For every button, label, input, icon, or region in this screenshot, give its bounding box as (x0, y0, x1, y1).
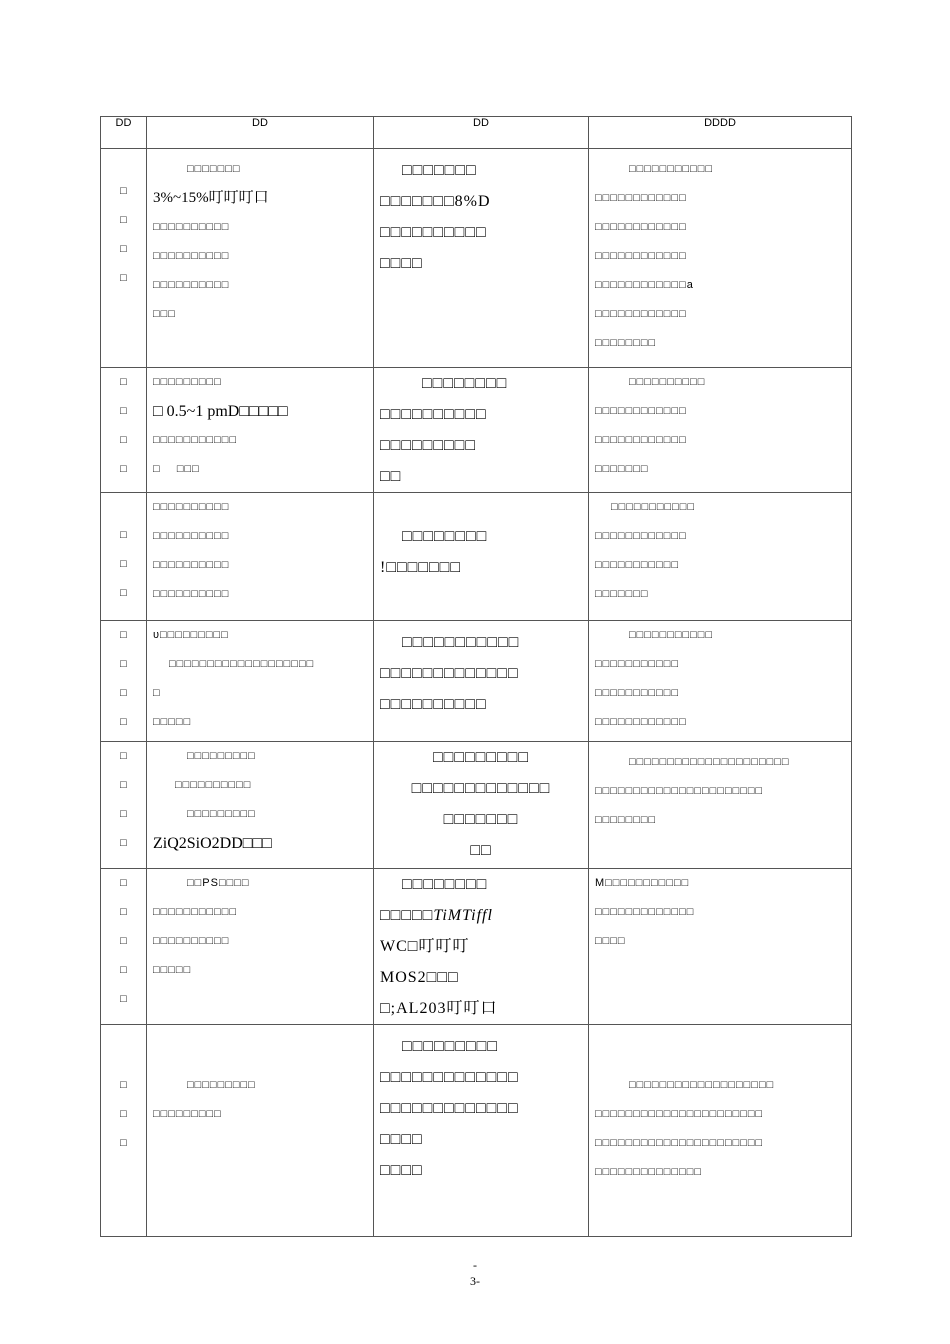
cell-text: □□□□□□□□□□□ (595, 559, 680, 571)
cell-text: □□□□□□□□□ (402, 1038, 498, 1055)
cell-text: □□□□□□□□ (595, 337, 657, 349)
cell-text: ZiQ2SiO2DD□□□ (153, 835, 272, 852)
table-row (101, 493, 852, 621)
description-cell (147, 1025, 374, 1237)
row-label-cell (101, 493, 147, 621)
page-number: 3- (470, 1274, 480, 1288)
cell-text: □□□□ (380, 1131, 423, 1148)
cell-text: □□□□□□□□□ (153, 1108, 222, 1120)
cell-text: □ (120, 687, 127, 699)
description-cell (147, 742, 374, 869)
cell-text: □□□□ (380, 1162, 423, 1179)
cell-text: □□□□□□□□□□□□ (595, 530, 687, 542)
cell-text: □ (120, 808, 127, 820)
cell-text: □□□□□□□□□□ (153, 530, 230, 542)
header-cell: DDDD (589, 117, 852, 149)
cell-text: □□□□□□□□□□□□□ (411, 780, 551, 797)
row-label-cell (101, 869, 147, 1025)
description-cell (147, 368, 374, 493)
description-cell (147, 869, 374, 1025)
cell-text: □□□□□□□□ (402, 528, 488, 545)
cell-text: □□□□□□□□□□□□ (595, 250, 687, 262)
cell-text: □□□□□□□□□□□ (402, 634, 520, 651)
cell-text: M□□□□□□□□□□□ (595, 877, 690, 889)
cell-text: □ □□□ (153, 463, 200, 475)
description-cell (589, 869, 852, 1025)
cell-text: □□□□□□□□□□ (153, 588, 230, 600)
cell-text: □□□□□□□□ (422, 375, 508, 392)
cell-text: □□□□□□□□□ (187, 750, 256, 762)
cell-text: □ (120, 587, 127, 599)
description-cell (374, 493, 589, 621)
description-cell (374, 869, 589, 1025)
cell-text: □ (120, 964, 127, 976)
cell-text: □□□□□□□□□□ (153, 221, 230, 233)
cell-text: □□ (380, 468, 402, 485)
footer-dash: - (473, 1258, 477, 1272)
description-cell (589, 621, 852, 742)
cell-text: □□□□□□□□□□□□□ (380, 1069, 519, 1086)
cell-text: □ (120, 993, 127, 1005)
cell-text: □□□□□□□□□□□□ (595, 405, 687, 417)
cell-text: □□□□□TiMTiffl (380, 907, 493, 924)
cell-text: □□□□□□□ (595, 463, 649, 475)
cell-text: □□□□□□□□□□□□a (595, 279, 694, 291)
cell-text: □□□□□□□□□□ (153, 250, 230, 262)
cell-text: □□□□□□□□□□□ (153, 906, 238, 918)
cell-text: □□□□□□□ (443, 811, 519, 828)
cell-text: □ (120, 272, 127, 284)
description-cell (374, 742, 589, 869)
cell-text: □□□□□□□□□□ (153, 559, 230, 571)
description-cell (374, 368, 589, 493)
table-row (101, 149, 852, 368)
cell-text: □ (120, 558, 127, 570)
cell-text: □□□□□□□□□□□□□□□□□□□□□ (629, 756, 790, 768)
cell-text: □□□□□□□□□□ (380, 224, 487, 241)
cell-text: □□□□□□□□□□□□ (595, 221, 687, 233)
cell-text: □□□□□□□ (187, 163, 241, 175)
cell-text: □□□□□□□□□□□□□□□□□□□ (169, 658, 315, 670)
cell-text: □ (120, 877, 127, 889)
cell-text: □;AL203叮叮口 (380, 1000, 498, 1017)
cell-text: □□□□□ (153, 716, 192, 728)
cell-text: □□□□□□□□□□□ (629, 163, 714, 175)
cell-text: □ (120, 906, 127, 918)
cell-text: □□□□□□□□□□□ (611, 501, 696, 513)
cell-text: □ (120, 376, 127, 388)
cell-text: □□□□□□□□□□ (629, 376, 706, 388)
row-label-cell (101, 368, 147, 493)
cell-text: □□□□□□□□□□□□□ (380, 665, 519, 682)
cell-text: □ (120, 779, 127, 791)
description-cell (147, 621, 374, 742)
cell-text: □□□□□□□□□□□□□ (595, 906, 695, 918)
cell-text: □□□□□□□8%D (380, 193, 491, 210)
table-row (101, 742, 852, 869)
cell-text: 3%~15%叮叮叮口 (153, 190, 269, 206)
cell-text: □ (120, 463, 127, 475)
cell-text: □□□□□□□ (402, 162, 477, 179)
description-cell (589, 742, 852, 869)
table-row (101, 1025, 852, 1237)
header-cell: DD (147, 117, 374, 149)
cell-text: □□□□□□□□□□□□□ (380, 1100, 519, 1117)
description-cell (147, 493, 374, 621)
cell-text: !□□□□□□□ (380, 559, 461, 576)
cell-text: □□□□□□□□□ (433, 749, 529, 766)
cell-text: □□□□□□□□□□□□ (595, 434, 687, 446)
cell-text: □□□□□□□□□ (187, 1079, 256, 1091)
cell-text: □ (120, 716, 127, 728)
cell-text: □□□□□□□□□□ (153, 279, 230, 291)
row-label-cell (101, 149, 147, 368)
cell-text: □□□□□□□□□□ (380, 696, 487, 713)
table-row (101, 869, 852, 1025)
cell-text: □ (120, 434, 127, 446)
cell-text: □□ (470, 842, 492, 859)
cell-text: WC□叮叮叮 (380, 938, 470, 955)
cell-text: □□□□□□□□□ (380, 437, 476, 454)
cell-text: □□□□□□□□□□□□□□□□□□□□□□ (595, 785, 764, 797)
cell-text: □□□□□□□□□ (153, 376, 222, 388)
cell-text: □ (120, 1137, 127, 1149)
cell-text: □□□□□□□□□□□□ (595, 308, 687, 320)
cell-text: □□□□□□□□□□□□□□□□□□□ (629, 1079, 775, 1091)
cell-text: □ (120, 1108, 127, 1120)
cell-text: MOS2□□□ (380, 969, 459, 986)
cell-text: □ (120, 529, 127, 541)
cell-text: □□□□□□□□□□□□□□□□□□□□□□ (595, 1108, 764, 1120)
cell-text: □ (120, 837, 127, 849)
cell-text: □□□□ (595, 935, 626, 947)
cell-text: □□□□□□□□□□□□ (595, 716, 687, 728)
cell-text: □□□□□□□□□□ (153, 501, 230, 513)
cell-text: □ (153, 687, 161, 699)
row-label-cell (101, 621, 147, 742)
cell-text: □□□□□□□□ (402, 876, 488, 893)
description-cell (374, 149, 589, 368)
description-cell (147, 149, 374, 368)
cell-text: □□□□□□□□□□□□□□□□□□□□□□ (595, 1137, 764, 1149)
cell-text: □□□□□□□□□ (187, 808, 256, 820)
table-header-row (101, 117, 852, 149)
cell-text: □□□□□□□□□□□ (629, 629, 714, 641)
cell-text: □□□□□□□□□□ (153, 935, 230, 947)
cell-text: □□□□□□□□□□□□ (595, 192, 687, 204)
cell-text: □ (120, 185, 127, 197)
table-row (101, 621, 852, 742)
cell-text: □□□□□□□□□□□ (595, 687, 680, 699)
cell-text: υ□□□□□□□□□ (153, 629, 229, 641)
table-row (101, 368, 852, 493)
cell-text: □ (120, 243, 127, 255)
cell-text: □ (120, 1079, 127, 1091)
cell-text: □□□ (153, 308, 176, 320)
cell-text: □□□□□□□□□□□ (153, 434, 238, 446)
cell-text: □□□□□□□□□□ (175, 779, 252, 791)
description-cell (589, 368, 852, 493)
cell-text: □ 0.5~1 pmD□□□□□ (153, 403, 288, 420)
cell-text: □ (120, 629, 127, 641)
cell-text: □ (120, 658, 127, 670)
cell-text: □□□□□□□□□□□ (595, 658, 680, 670)
cell-text: □ (120, 935, 127, 947)
description-cell (589, 149, 852, 368)
content-table (100, 116, 852, 1237)
header-cell: DD (374, 117, 589, 149)
description-cell (374, 621, 589, 742)
description-cell (589, 1025, 852, 1237)
description-cell (374, 1025, 589, 1237)
cell-text: □□□□□ (153, 964, 192, 976)
cell-text: □□□□□□□□□□ (380, 406, 487, 423)
cell-text: □□PS□□□□ (187, 877, 250, 889)
cell-text: □ (120, 750, 127, 762)
cell-text: □ (120, 405, 127, 417)
cell-text: □□□□ (380, 255, 423, 272)
header-cell: DD (101, 117, 147, 149)
row-label-cell (101, 742, 147, 869)
cell-text: □□□□□□□□ (595, 814, 657, 826)
cell-text: □□□□□□□□□□□□□□ (595, 1166, 703, 1178)
cell-text: □ (120, 214, 127, 226)
description-cell (589, 493, 852, 621)
row-label-cell (101, 1025, 147, 1237)
cell-text: □□□□□□□ (595, 588, 649, 600)
